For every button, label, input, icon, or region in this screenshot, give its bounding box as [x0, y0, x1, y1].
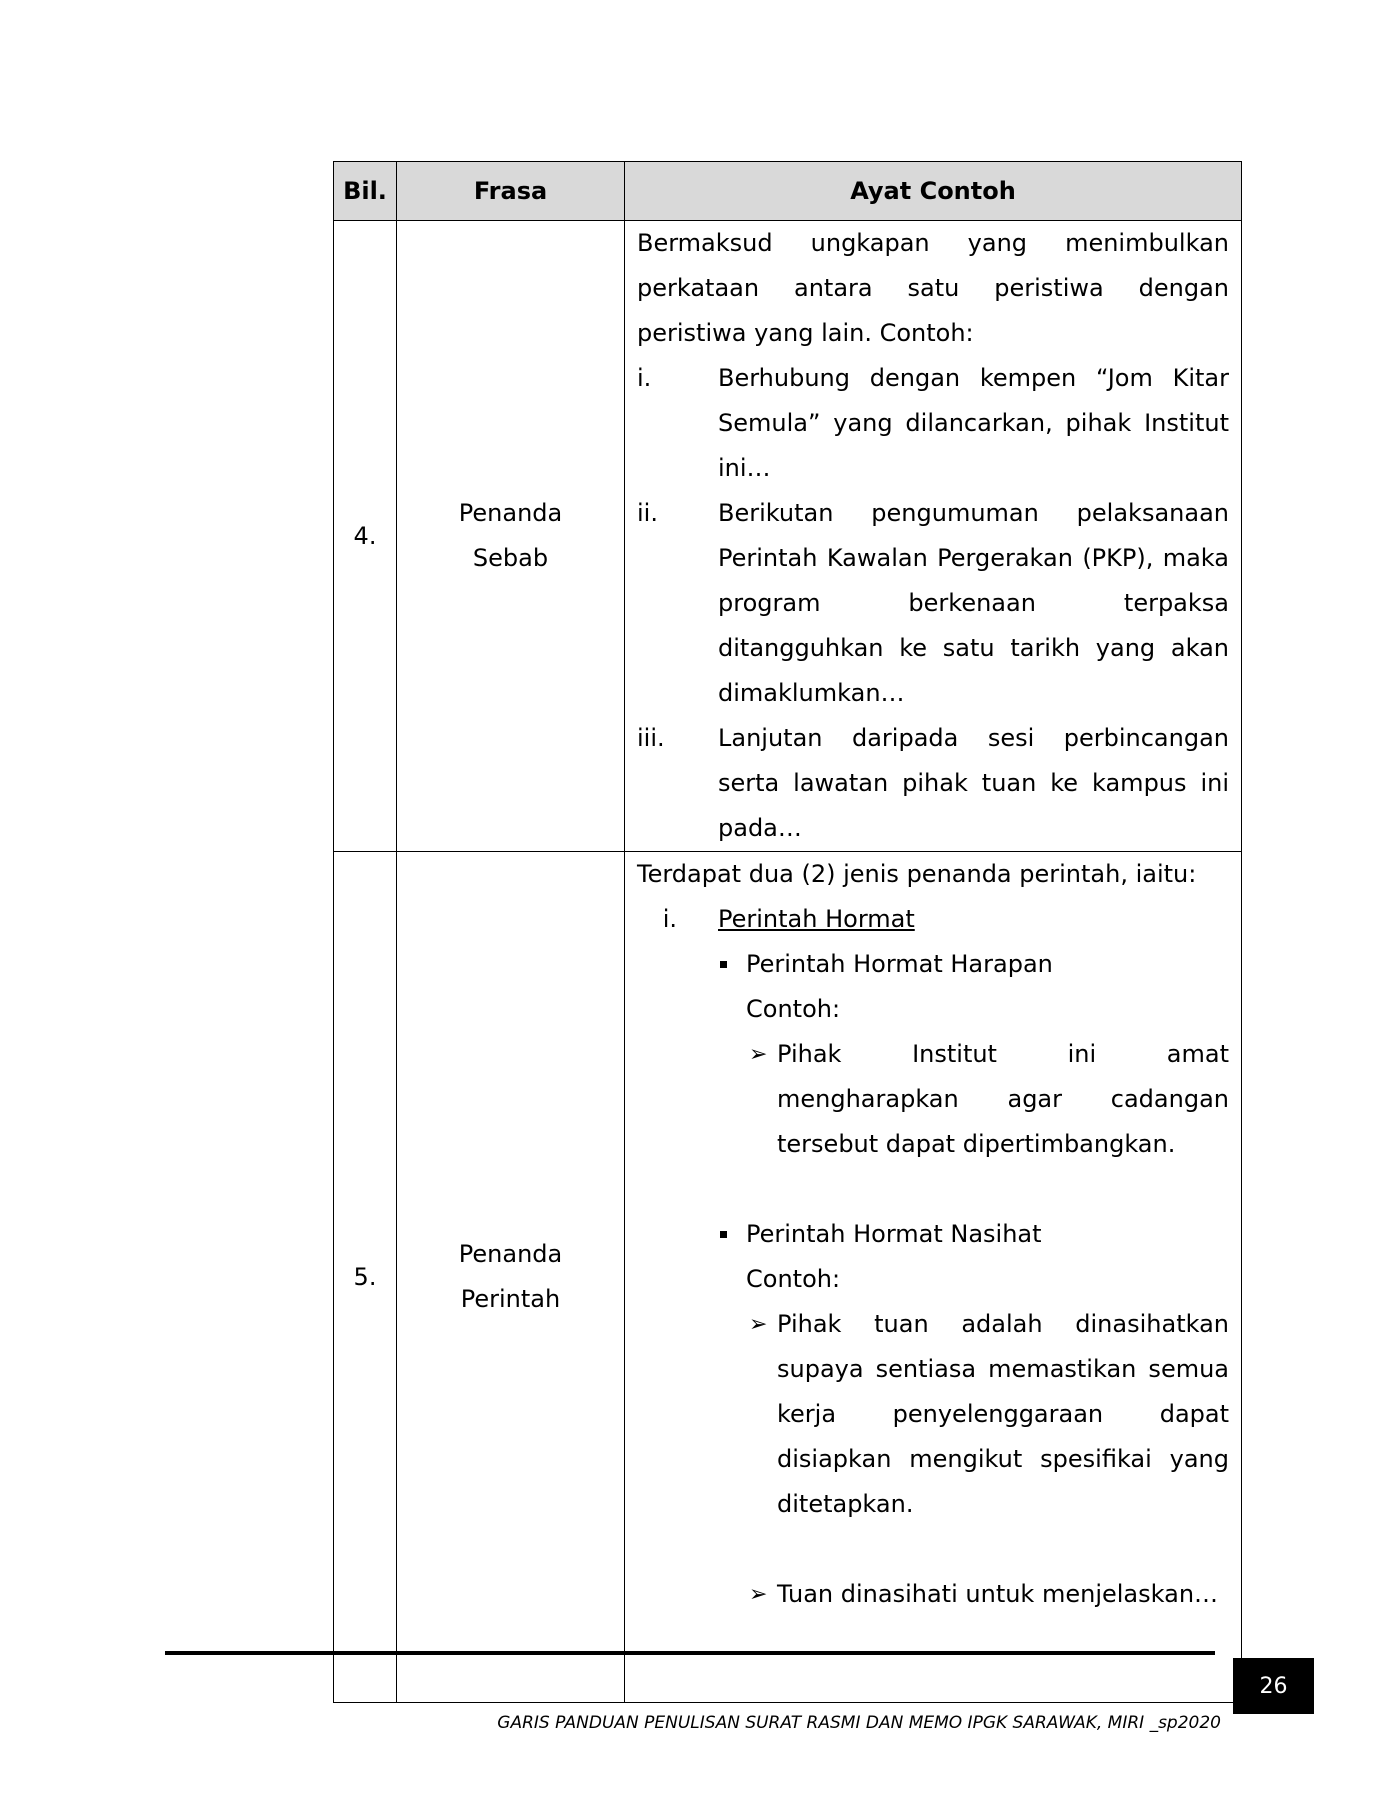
row-example — [625, 852, 1242, 1703]
header-ayat-contoh: Ayat Contoh — [625, 162, 1242, 221]
example-item — [637, 1302, 1229, 1527]
list-item — [637, 491, 1229, 716]
header-bil: Bil. — [334, 162, 397, 221]
row-example — [625, 221, 1242, 852]
example-item — [637, 1032, 1229, 1167]
row-frasa — [397, 221, 625, 852]
footer-rule — [165, 1651, 1215, 1655]
spacer — [637, 1527, 1229, 1572]
list-item — [637, 716, 1229, 851]
square-bullet-icon — [720, 1231, 727, 1238]
list-item-text: Berikutan pengumuman pelaksanaan Perintah Kawalan Pergerakan (PKP), maka program berkenaan terpaksa ditangguhkan ke satu tarikh yang akan dimaklumkan… — [718, 499, 1229, 707]
sub-item — [637, 942, 1229, 1032]
list-marker: ii. — [637, 499, 658, 527]
arrow-bullet-icon: ➢ — [749, 1582, 768, 1607]
table-row — [334, 852, 1242, 1703]
row-frasa — [397, 852, 625, 1703]
arrow-bullet-icon: ➢ — [749, 1042, 768, 1067]
header-frasa: Frasa — [397, 162, 625, 221]
list-marker: i. — [662, 905, 677, 933]
contoh-label: Contoh: — [746, 995, 841, 1023]
frasa-line: Sebab — [472, 544, 549, 572]
spacer — [637, 1167, 1229, 1212]
sub-item-title: Perintah Hormat Harapan — [746, 950, 1053, 978]
example-item — [637, 1572, 1229, 1617]
example-intro: Terdapat dua (2) jenis penanda perintah, iaitu: — [637, 860, 1197, 888]
row-number: 4. — [334, 221, 397, 852]
arrow-bullet-icon: ➢ — [749, 1312, 768, 1337]
list-item — [637, 897, 1229, 942]
square-bullet-icon — [720, 961, 727, 968]
list-item — [637, 356, 1229, 491]
page-number: 26 — [1233, 1658, 1314, 1714]
example-text: Tuan dinasihati untuk menjelaskan… — [777, 1580, 1219, 1608]
example-text: Pihak tuan adalah dinasihatkan supaya sentiasa memastikan semua kerja penyelenggaraan dapat disiapkan mengikut spesifikai yang ditetapkan. — [777, 1310, 1229, 1518]
sub-item — [637, 1212, 1229, 1302]
list-marker: i. — [637, 364, 652, 392]
list-item-text: Berhubung dengan kempen “Jom Kitar Semula” yang dilancarkan, pihak Institut ini… — [718, 364, 1229, 482]
sub-item-title: Perintah Hormat Nasihat — [746, 1220, 1042, 1248]
example-intro: Bermaksud ungkapan yang menimbulkan perkataan antara satu peristiwa dengan peristiwa yang lain. Contoh: — [637, 229, 1229, 347]
list-item-title: Perintah Hormat — [718, 905, 915, 933]
table-header-row — [334, 162, 1242, 221]
footer-text: GARIS PANDUAN PENULISAN SURAT RASMI DAN MEMO IPGK SARAWAK, MIRI _sp2020 — [497, 1713, 1221, 1733]
example-text: Pihak Institut ini amat mengharapkan agar cadangan tersebut dapat dipertimbangkan. — [777, 1040, 1229, 1158]
phrase-table — [333, 161, 1242, 1703]
contoh-label: Contoh: — [746, 1265, 841, 1293]
frasa-line: Perintah — [460, 1285, 561, 1313]
frasa-line: Penanda — [458, 1240, 563, 1268]
frasa-line: Penanda — [458, 499, 563, 527]
row-number: 5. — [334, 852, 397, 1703]
list-item-text: Lanjutan daripada sesi perbincangan serta lawatan pihak tuan ke kampus ini pada… — [718, 724, 1229, 842]
table-row — [334, 221, 1242, 852]
list-marker: iii. — [637, 724, 665, 752]
